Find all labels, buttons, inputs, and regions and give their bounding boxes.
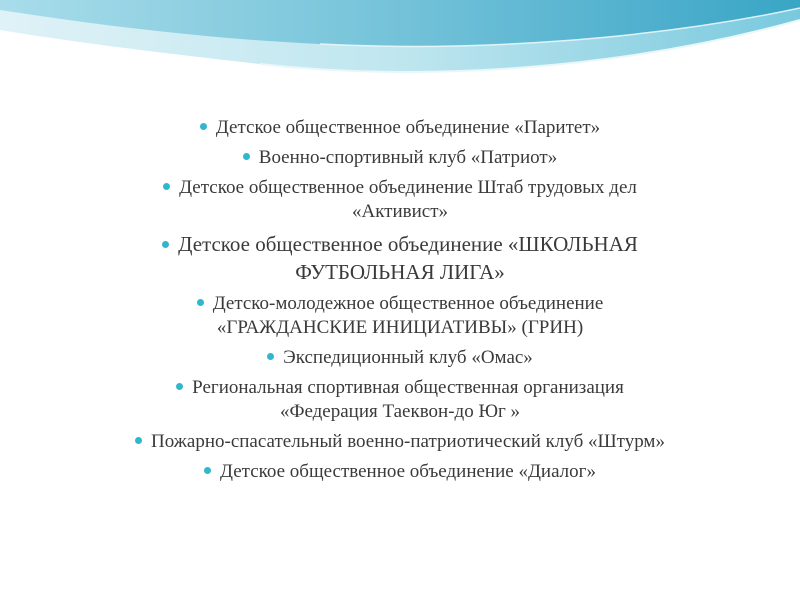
bullet-icon <box>163 183 170 190</box>
bullet-icon <box>135 437 142 444</box>
list-item <box>40 430 760 454</box>
list-item <box>40 176 760 224</box>
bullet-icon <box>176 383 183 390</box>
item-text: Детско-молодежное общественное объединение <box>212 293 604 314</box>
item-text: Детское общественное объединение Штаб трудовых дел <box>179 177 637 198</box>
list-item <box>40 292 760 340</box>
item-text-continued: «Активист» <box>351 201 449 222</box>
list-item <box>40 230 760 286</box>
bullet-icon <box>243 153 250 160</box>
item-text: Детское общественное объединение «Паритет» <box>215 117 601 138</box>
list-item <box>40 460 760 484</box>
list-item <box>40 376 760 424</box>
bullet-icon <box>197 299 204 306</box>
bullet-icon <box>204 467 211 474</box>
list-item <box>40 146 760 170</box>
item-text: Детское общественное объединение «Диалог» <box>220 461 596 482</box>
item-text: Детское общественное объединение «ШКОЛЬНАЯ <box>178 232 638 256</box>
bullet-icon <box>200 123 207 130</box>
item-text: Региональная спортивная общественная организация <box>192 377 624 398</box>
item-text-continued: ФУТБОЛЬНАЯ ЛИГА» <box>295 260 505 284</box>
organizations-list <box>40 116 760 490</box>
bullet-icon <box>267 353 274 360</box>
item-text: Пожарно-спасательный военно-патриотический клуб «Штурм» <box>151 431 665 452</box>
item-text-continued: «Федерация Таеквон-до Юг » <box>279 401 521 422</box>
item-text: Экспедиционный клуб «Омас» <box>283 347 533 368</box>
bullet-icon <box>162 241 169 248</box>
item-text: Военно-спортивный клуб «Патриот» <box>258 147 558 168</box>
list-item <box>40 346 760 370</box>
header-wave-decoration <box>0 0 800 100</box>
list-item <box>40 116 760 140</box>
item-text-continued: «ГРАЖДАНСКИЕ ИНИЦИАТИВЫ» (ГРИН) <box>216 317 584 338</box>
